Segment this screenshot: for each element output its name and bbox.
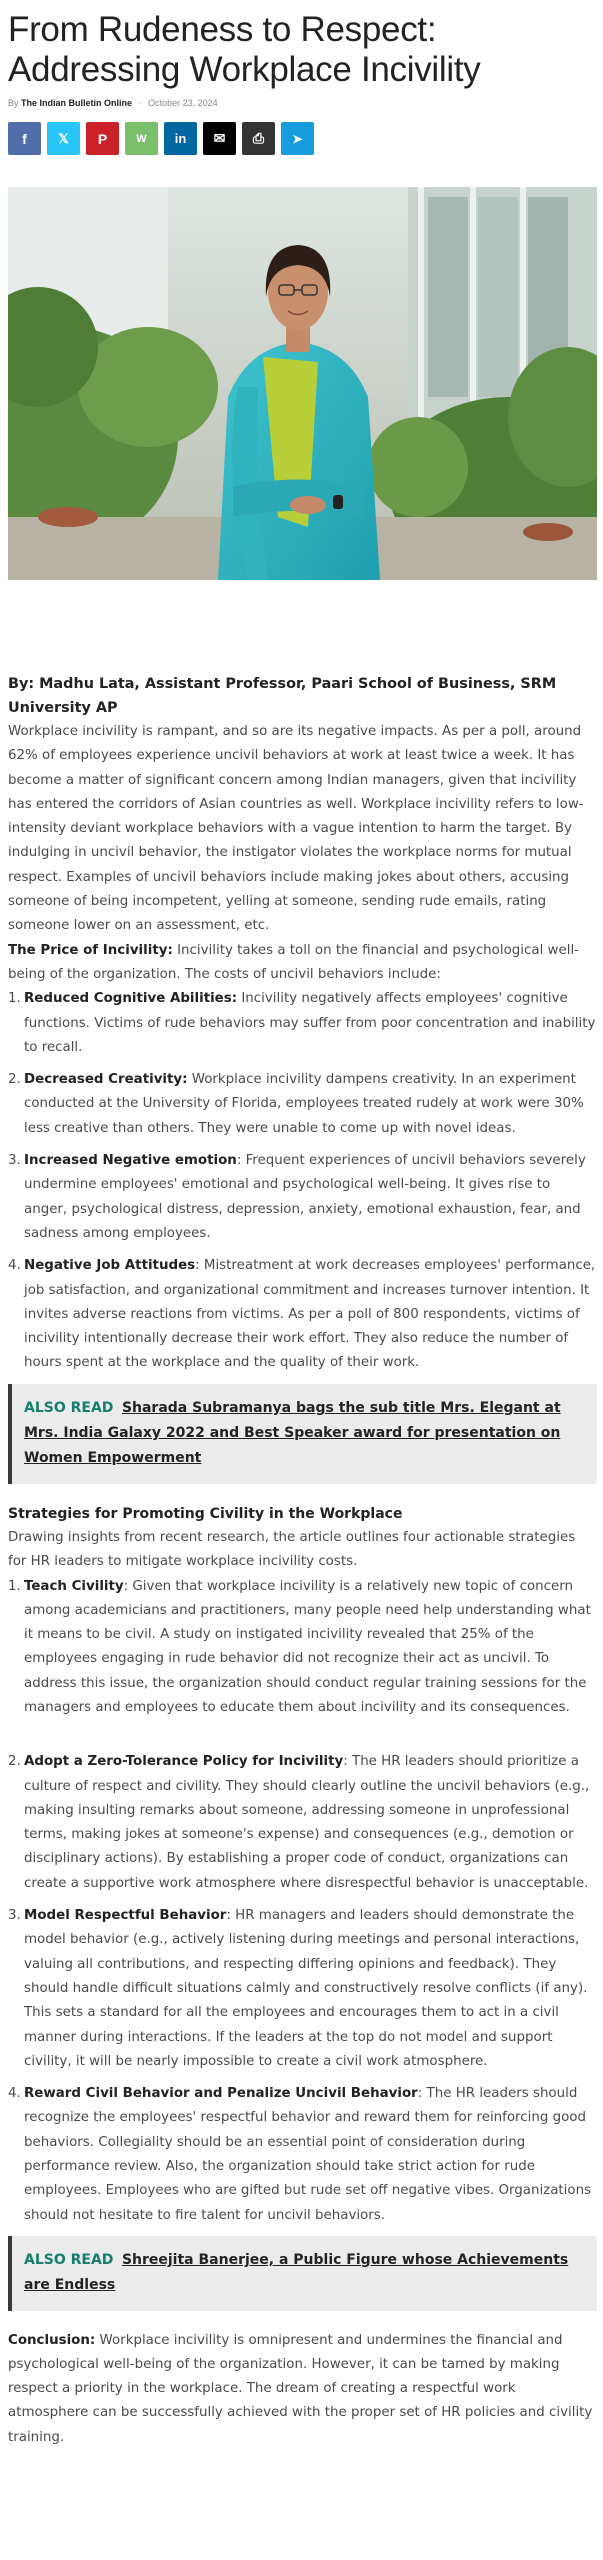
whatsapp-share-button[interactable] [125, 122, 158, 155]
list-label: Increased Negative emotion [24, 1153, 237, 1169]
list-spacer [8, 1728, 597, 1742]
price-label: The Price of Incivility: [8, 942, 173, 958]
title-line-2: Addressing Workplace Incivility [8, 50, 481, 89]
list-label: Decreased Creativity: [24, 1072, 188, 1088]
hero-photo [8, 187, 597, 580]
list-item [8, 1254, 597, 1375]
facebook-icon: f [22, 130, 27, 147]
also-read-box [8, 1384, 597, 1484]
also-read-link[interactable]: Sharada Subramanya bags the sub title Mrs. Elegant at Mrs. India Galaxy 2022 and Best Speaker award for presentation on Women Empowerment [24, 1399, 561, 1467]
price-text: Incivility takes a toll on the financial and psychological well-being of the organization. The costs of uncivil behaviors include: [8, 942, 580, 982]
conclusion-text: Workplace incivility is omnipresent and undermines the financial and psychological well-being of the organization. However, it can be tamed by making respect a priority in the workplace. The dream of creating a respectful work atmosphere can be successfully achieved with the proper set of HR policies and civility training. [8, 2332, 593, 2445]
publish-date: October 23, 2024 [148, 98, 218, 108]
conclusion-label: Conclusion: [8, 2332, 96, 2348]
print-icon: ⎙ [252, 130, 265, 146]
also-read-link[interactable]: Shreejita Banerjee, a Public Figure whose Achievements are Endless [24, 2251, 569, 2294]
costs-list [8, 987, 597, 1375]
list-number: 3. [8, 1153, 21, 1169]
list-text: : Mistreatment at work decreases employees' performance, job satisfaction, and organizational commitment and increases turnover intention. It invites adverse reactions from victims. As per a poll of 800 respondents, victims of incivility intentionally decrease their work effort. They also reduce the number of hours spent at the workplace and the quality of their work. [24, 1258, 596, 1371]
print-button[interactable] [242, 122, 275, 155]
list-item [8, 2082, 597, 2228]
byline-separator: - [138, 98, 142, 108]
whatsapp-icon: W [136, 132, 147, 145]
list-text: : HR managers and leaders should demonstrate the model behavior (e.g., actively listening during meetings and personal interactions, valuing all contributions, and respecting differing opinions and feedback). They should handle difficult situations calmly and constructively resolve conflicts (if any). This sets a standard for all the employees and encourages them to act in a civil manner during interactions. If the leaders at the top do not model and support civility, it will be nearly impossible to create a civil work atmosphere. [24, 1908, 588, 2069]
list-item [8, 1068, 597, 1141]
list-number: 4. [8, 1258, 21, 1274]
strategies-intro: Drawing insights from recent research, the article outlines four actionable strategies for HR leaders to mitigate workplace incivility costs. [8, 1529, 576, 1570]
conclusion-paragraph [8, 2329, 597, 2450]
also-read-label: ALSO READ [24, 1399, 114, 1416]
list-label: Negative Job Attitudes [24, 1258, 196, 1274]
author-link[interactable]: The Indian Bulletin Online [21, 98, 133, 108]
email-icon: ✉ [213, 130, 226, 146]
also-read-box [8, 2236, 597, 2311]
twitter-icon: 𝕏 [58, 130, 69, 146]
intro-paragraph: Workplace incivility is rampant, and so are its negative impacts. As per a poll, around 62% of employees experience uncivil behaviors at work at least twice a week. It has become a matter of significant concern among Indian managers, given that incivility has entered the corridors of Asian countries as well. Workplace incivility refers to low-intensity deviant workplace behaviors with a vague intention to harm the target. By indulging in uncivil behavior, the instigator violates the workplace norms for mutual respect. Examples of uncivil behaviors include making jokes about others, accusing someone of being incompetent, yelling at someone, sending rude emails, rating someone lower on an assessment, etc. [8, 724, 584, 934]
list-number: 4. [8, 2086, 21, 2102]
portrait-illustration [8, 187, 597, 580]
twitter-share-button[interactable] [47, 122, 80, 155]
strategies-list [8, 1575, 597, 2228]
linkedin-icon: in [174, 131, 187, 146]
telegram-share-button[interactable] [281, 122, 314, 155]
list-number: 2. [8, 1072, 21, 1088]
telegram-icon: ➤ [292, 131, 303, 146]
list-label: Reward Civil Behavior and Penalize Uncivil Behavior [24, 2086, 418, 2102]
list-item [8, 1575, 597, 1721]
list-label: Model Respectful Behavior [24, 1908, 227, 1924]
list-text: Incivility negatively affects employees' cognitive functions. Victims of rude behaviors may suffer from poor concentration and inability to recall. [24, 991, 596, 1055]
list-item [8, 1904, 597, 2074]
pinterest-share-button[interactable] [86, 122, 119, 155]
list-number: 1. [8, 991, 21, 1007]
article-body [8, 672, 597, 2450]
list-label: Reduced Cognitive Abilities: [24, 991, 238, 1007]
by-prefix: By [8, 98, 19, 108]
list-label: Adopt a Zero-Tolerance Policy for Incivility [24, 1754, 344, 1770]
price-paragraph [8, 939, 597, 988]
article-title [8, 10, 598, 90]
pinterest-icon: P [97, 130, 108, 147]
list-text: : The HR leaders should recognize the employees' respectful behavior and reward them for reinforcing good behaviors. Collegiality should be an essential point of consideration during performance review. Also, the organization should take strict action for rude employees. Employees who are gifted but rude set off negative vibes. Organizations should not hesitate to fire talent for uncivil behaviors. [24, 2086, 592, 2223]
list-item [8, 1750, 597, 1896]
strategies-heading: Strategies for Promoting Civility in the Workplace [8, 1505, 403, 1522]
also-read-label: ALSO READ [24, 2251, 114, 2268]
list-number: 1. [8, 1578, 21, 1594]
linkedin-share-button[interactable] [164, 122, 197, 155]
list-text: Workplace incivility dampens creativity. In an experiment conducted at the University of Florida, employees treated rudely at work were 30% less creative than others. They were unable to come up with novel ideas. [24, 1072, 584, 1136]
list-number: 2. [8, 1754, 21, 1770]
article-header [8, 10, 598, 108]
author-credit: By: Madhu Lata, Assistant Professor, Paari School of Business, SRM University AP [8, 676, 557, 716]
share-bar [8, 122, 314, 155]
list-number: 3. [8, 1908, 21, 1924]
list-label: Teach Civility [24, 1578, 124, 1594]
list-text: : Given that workplace incivility is a relatively new topic of concern among academicians and practitioners, many people need help understanding what it means to be civil. A study on instigated incivility revealed that 25% of the employees engaging in rude behavior did not recognize their act as uncivil. To address this issue, the organization should conduct regular training sessions for the managers and employees to educate them about incivility and its consequences. [24, 1578, 591, 1715]
list-text: : Frequent experiences of uncivil behaviors severely undermine employees' emotional and psychological well-being. It gives rise to anger, psychological distress, depression, anxiety, emotional exhaustion, fear, and sadness among employees. [24, 1153, 586, 1241]
list-text: : The HR leaders should prioritize a culture of respect and civility. They should clearly outline the uncivil behaviors (e.g., making insulting remarks about someone, addressing someone in unprofessional terms, making jokes at someone's expense) and consequences (e.g., demotion or disciplinary actions). By establishing a proper code of conduct, organizations can create a supportive work atmosphere where disrespectful behavior is unacceptable. [24, 1754, 590, 1891]
list-item [8, 987, 597, 1060]
title-line-1: From Rudeness to Respect: [8, 10, 437, 49]
email-share-button[interactable] [203, 122, 236, 155]
byline [8, 98, 598, 108]
list-item [8, 1149, 597, 1246]
facebook-share-button[interactable] [8, 122, 41, 155]
